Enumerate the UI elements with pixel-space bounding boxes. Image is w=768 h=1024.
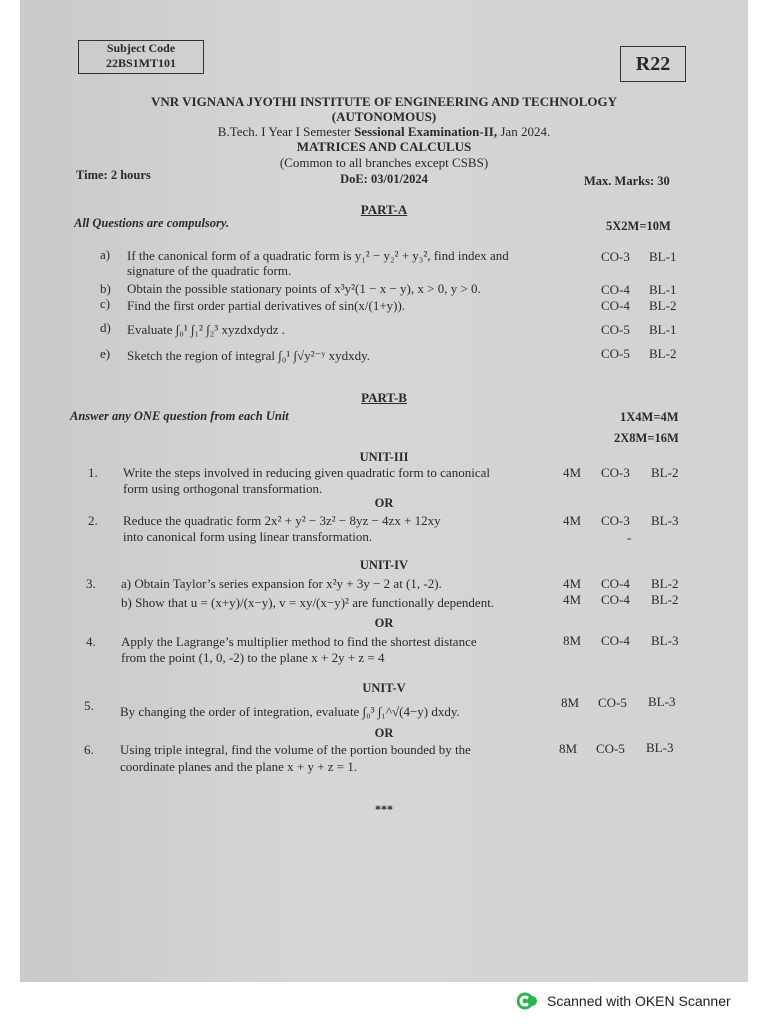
question-number: 3.: [86, 576, 96, 591]
question-marks: 4M: [563, 465, 582, 480]
part-a-title: PART-A: [360, 202, 408, 217]
unit-iii-title: UNIT-III: [359, 450, 409, 464]
course-outcome: CO-3: [601, 249, 630, 264]
blooms-level: BL-2: [649, 298, 677, 313]
autonomous-label: (AUTONOMOUS): [331, 109, 437, 124]
question-number: 6.: [84, 742, 94, 757]
question-marks: 8M: [563, 633, 582, 648]
question-text: Sketch the region of integral ∫₀¹ ∫√y²⁻ʸ xydxdy.: [127, 348, 370, 363]
question-text-cont: form using orthogonal transformation.: [123, 481, 323, 496]
scanner-watermark-text: Scanned with OKEN Scanner: [547, 993, 731, 1009]
course-outcome: CO-4: [601, 576, 630, 591]
question-text-a: a) Obtain Taylor’s series expansion for x²y + 3y − 2 at (1, -2).: [121, 576, 442, 591]
course-outcome: CO-5: [598, 695, 627, 710]
question-marks: 8M: [559, 741, 578, 756]
blooms-level: BL-3: [651, 633, 679, 648]
course-outcome: CO-4: [601, 298, 630, 313]
or-divider: OR: [374, 726, 394, 740]
question-label: e): [100, 346, 111, 361]
question-label: b): [100, 281, 111, 296]
course-outcome: CO-4: [601, 282, 630, 297]
question-text: By changing the order of integration, evaluate ∫₀³ ∫₁^√(4−y) dxdy.: [120, 704, 460, 719]
part-b-instruction: Answer any ONE question from each Unit: [70, 409, 289, 423]
course-outcome-b: CO-4: [601, 592, 630, 607]
question-text-cont: signature of the quadratic form.: [127, 263, 292, 278]
question-text: Find the first order partial derivatives of sin(x/(1+y)).: [127, 298, 406, 313]
subject-title: MATRICES AND CALCULUS: [296, 139, 472, 154]
subject-code-box: [78, 40, 204, 74]
course-outcome: CO-5: [601, 322, 630, 337]
regulation-badge: R22: [620, 46, 686, 82]
subject-code-label: Subject Code: [106, 41, 176, 55]
exam-paper: [20, 0, 748, 982]
course-outcome: CO-5: [596, 741, 625, 756]
exam-name: Sessional Examination-II,: [354, 124, 498, 139]
time-allowed: Time: 2 hours: [76, 168, 151, 182]
blooms-level: BL-1: [649, 249, 677, 264]
question-text: Apply the Lagrange’s multiplier method to find the shortest distance: [121, 634, 477, 649]
blooms-level: BL-2: [651, 576, 679, 591]
question-marks: 4M: [563, 576, 582, 591]
max-marks: Max. Marks: 30: [584, 174, 670, 188]
course-outcome: CO-5: [601, 346, 630, 361]
unit-v-title: UNIT-V: [362, 681, 406, 695]
exam-line: [20, 124, 748, 140]
question-text-b: b) Show that u = (x+y)/(x−y), v = xy/(x−y)² are functionally dependent.: [121, 595, 495, 610]
blooms-level-b: BL-2: [651, 592, 679, 607]
oken-scanner-logo-icon: [517, 991, 539, 1011]
blooms-level: BL-3: [646, 740, 674, 755]
part-a-instruction: All Questions are compulsory.: [74, 216, 230, 230]
question-marks: 4M: [563, 513, 582, 528]
date-of-exam: DoE: 03/01/2024: [340, 172, 428, 186]
question-number: 5.: [84, 698, 94, 713]
course-outcome: CO-4: [601, 633, 630, 648]
question-marks: 8M: [561, 695, 580, 710]
question-number: 2.: [88, 513, 98, 528]
part-b-marks-16m: 2X8M=16M: [614, 431, 679, 445]
question-text: If the canonical form of a quadratic form is y₁² − y₂² + y₃², find index and: [127, 248, 509, 263]
blooms-level: BL-3: [651, 513, 679, 528]
question-label: d): [100, 320, 111, 335]
course-outcome: CO-3: [601, 465, 630, 480]
question-label: c): [100, 296, 111, 311]
end-marker: ***: [375, 802, 393, 816]
question-number: 4.: [86, 634, 96, 649]
or-divider: OR: [374, 496, 394, 510]
question-text: Write the steps involved in reducing given quadratic form to canonical: [123, 465, 490, 480]
exam-prefix: B.Tech. I Year I Semester: [217, 124, 351, 139]
question-label: a): [100, 247, 111, 262]
or-divider: OR: [374, 616, 394, 630]
dash-mark: -: [627, 530, 632, 545]
question-marks-b: 4M: [563, 592, 582, 607]
question-text: Obtain the possible stationary points of x³y²(1 − x − y), x > 0, y > 0.: [127, 281, 481, 296]
part-a-marks: 5X2M=10M: [606, 219, 671, 233]
subject-code: 22BS1MT101: [105, 56, 176, 70]
blooms-level: BL-1: [649, 322, 677, 337]
common-note: (Common to all branches except CSBS): [279, 155, 489, 170]
unit-iv-title: UNIT-IV: [359, 558, 409, 572]
institute-name: VNR VIGNANA JYOTHI INSTITUTE OF ENGINEERING AND TECHNOLOGY: [150, 94, 618, 109]
question-text-cont: coordinate planes and the plane x + y + z = 1.: [120, 759, 358, 774]
question-number: 1.: [88, 465, 98, 480]
question-text: Using triple integral, find the volume of the portion bounded by the: [120, 742, 471, 757]
blooms-level: BL-1: [649, 282, 677, 297]
blooms-level: BL-2: [649, 346, 677, 361]
part-b-title: PART-B: [361, 390, 407, 405]
course-outcome: CO-3: [601, 513, 630, 528]
blooms-level: BL-2: [651, 465, 679, 480]
question-text-cont: into canonical form using linear transformation.: [123, 529, 373, 544]
scanner-watermark: [517, 990, 731, 1012]
exam-date: Jan 2024.: [500, 124, 551, 139]
question-text: Evaluate ∫₀¹ ∫₁² ∫₂³ xyzdxdydz .: [127, 322, 285, 337]
question-text: Reduce the quadratic form 2x² + y² − 3z² − 8yz − 4zx + 12xy: [123, 513, 441, 528]
blooms-level: BL-3: [648, 694, 676, 709]
question-text-cont: from the point (1, 0, -2) to the plane x + 2y + z = 4: [121, 650, 385, 665]
part-b-marks-4m: 1X4M=4M: [620, 410, 679, 424]
